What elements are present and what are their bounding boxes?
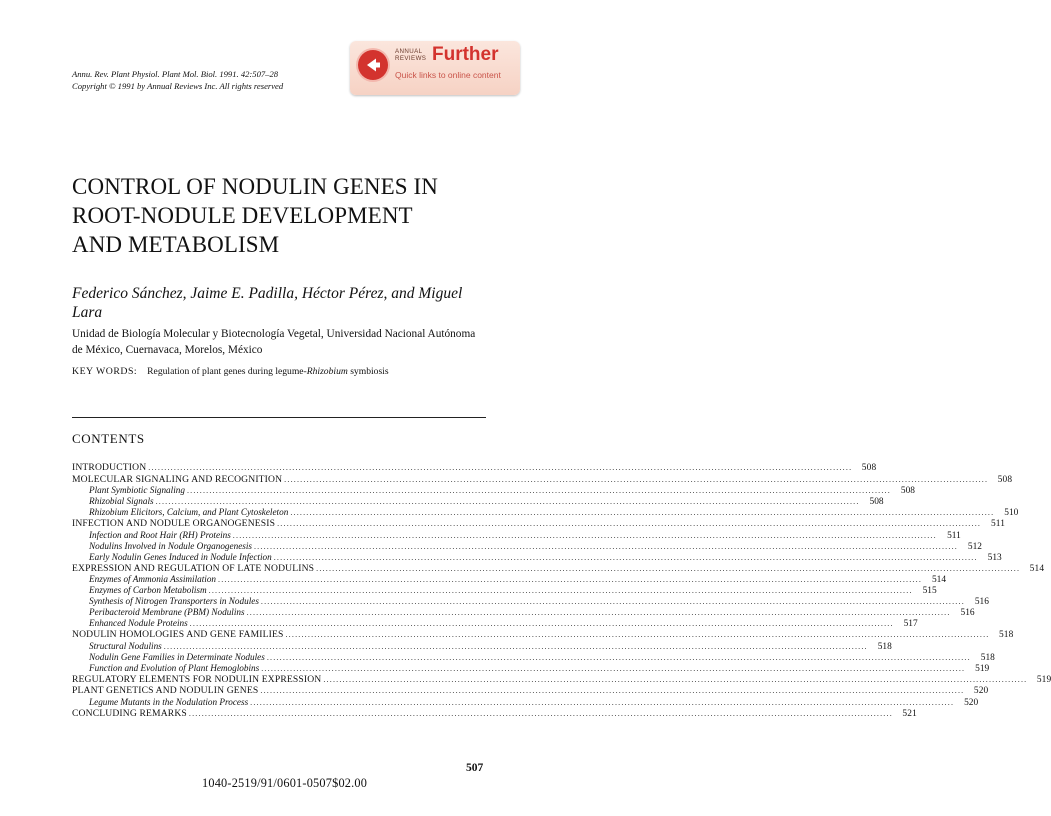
toc-entry-page: 519 — [975, 663, 990, 674]
toc-leader-dots: ............................................................................................................................................................................................................................ — [250, 697, 955, 707]
title-line: CONTROL OF NODULIN GENES IN — [72, 174, 438, 199]
page-number: 507 — [466, 762, 484, 774]
toc-entry-title: Enzymes of Carbon Metabolism — [89, 585, 207, 595]
toc-entry-page: 508 — [900, 486, 915, 496]
toc-entry-title: Synthesis of Nitrogen Transporters in Nodules — [89, 596, 259, 606]
keywords-text: Regulation of plant genes during legume- — [147, 366, 307, 377]
toc-entry-title: Function and Evolution of Plant Hemoglobins — [89, 662, 260, 673]
toc-leader-dots: ............................................................................................................................................................................................................................ — [290, 508, 995, 517]
toc-entry-page: 508 — [861, 463, 877, 473]
toc-entry-page: 514 — [1029, 563, 1045, 574]
toc-entry-page: 518 — [998, 630, 1014, 640]
toc-entry-title: INFECTION AND NODULE ORGANOGENESIS — [72, 518, 276, 529]
toc-leader-dots: ............................................................................................................................................................................................................................ — [163, 641, 868, 651]
toc-entry-title: Nodulins Involved in Nodule Organogenesis — [89, 540, 252, 551]
toc-entry[interactable] — [72, 529, 961, 541]
toc-entry-page: 516 — [974, 597, 989, 607]
toc-leader-dots: ............................................................................................................................................................................................................................ — [261, 663, 966, 673]
toc-leader-dots: ............................................................................................................................................................................................................................ — [266, 652, 971, 662]
toc-leader-dots: ............................................................................................................................................................................................................................ — [189, 619, 894, 628]
toc-entry-title: Early Nodulin Genes Induced in Nodule Infection — [89, 551, 272, 562]
back-arrow-icon — [358, 50, 388, 80]
toc-entry[interactable] — [72, 540, 982, 552]
toc-leader-dots: ............................................................................................................................................................................................................................ — [284, 474, 989, 484]
title-line: AND METABOLISM — [72, 232, 280, 257]
toc-entry-title: MOLECULAR SIGNALING AND RECOGNITION — [72, 473, 283, 485]
toc-entry[interactable] — [72, 596, 989, 607]
toc-entry[interactable] — [72, 551, 1002, 563]
toc-entry-title: NODULIN HOMOLOGIES AND GENE FAMILIES — [72, 629, 284, 640]
toc-leader-dots: ............................................................................................................................................................................................................................ — [316, 563, 1021, 573]
badge-annual-label: ANNUAL — [395, 48, 423, 55]
toc-leader-dots: ............................................................................................................................................................................................................................ — [218, 575, 923, 584]
keywords-text-end: symbiosis — [347, 366, 389, 377]
toc-entry[interactable] — [72, 462, 877, 474]
citation-line-1: Annu. Rev. Plant Physiol. Plant Mol. Biol. 1991. 42:507–28 — [72, 69, 279, 79]
toc-entry-title: Infection and Root Hair (RH) Proteins — [89, 529, 231, 540]
toc-entry-page: 510 — [1004, 508, 1019, 518]
badge-further-label: Further — [432, 44, 499, 65]
toc-leader-dots: ............................................................................................................................................................................................................................ — [246, 608, 951, 617]
annual-reviews-further-badge[interactable] — [350, 41, 520, 95]
toc-entry[interactable] — [72, 696, 979, 708]
toc-leader-dots: ............................................................................................................................................................................................................................ — [277, 519, 982, 528]
badge-tagline: Quick links to online content — [395, 70, 501, 80]
keywords — [72, 365, 389, 378]
article-title — [72, 172, 438, 259]
toc-leader-dots: ............................................................................................................................................................................................................................ — [208, 586, 913, 595]
toc-entry-page: 508 — [869, 497, 884, 507]
toc-entry[interactable] — [72, 562, 1045, 575]
toc-entry-page: 515 — [922, 586, 937, 596]
toc-entry-title: CONCLUDING REMARKS — [72, 707, 187, 719]
toc-entry[interactable] — [72, 518, 1006, 530]
journal-citation — [72, 68, 283, 92]
toc-entry-title: Enzymes of Ammonia Assimilation — [89, 574, 217, 584]
toc-entry-page: 512 — [967, 541, 982, 552]
toc-entry[interactable] — [72, 640, 892, 652]
toc-entry-page: 511 — [947, 530, 961, 541]
toc-entry-page: 520 — [964, 697, 979, 708]
citation-line-2: Copyright © 1991 by Annual Reviews Inc. All rights reserved — [72, 81, 284, 91]
toc-leader-dots: ............................................................................................................................................................................................................................ — [253, 541, 958, 551]
toc-leader-dots: ............................................................................................................................................................................................................................ — [273, 552, 978, 562]
toc-entry[interactable] — [72, 618, 918, 629]
toc-entry-title: Peribacteroid Membrane (PBM) Nodulins — [89, 607, 245, 617]
toc-entry-title: Nodulin Gene Families in Determinate Nodules — [89, 651, 265, 662]
toc-entry[interactable] — [72, 485, 915, 496]
contents-heading: CONTENTS — [72, 431, 145, 446]
toc-entry[interactable] — [72, 662, 990, 674]
toc-entry-page: 520 — [973, 686, 989, 696]
keywords-italic-term: Rhizobium — [306, 366, 348, 377]
toc-entry[interactable] — [72, 496, 884, 507]
toc-leader-dots: ............................................................................................................................................................................................................................ — [285, 630, 990, 639]
toc-entry-page: 521 — [902, 708, 917, 719]
toc-leader-dots: ............................................................................................................................................................................................................................ — [148, 463, 853, 472]
keywords-label: KEY WORDS: — [72, 366, 138, 377]
toc-entry[interactable] — [72, 673, 1051, 686]
toc-leader-dots: ............................................................................................................................................................................................................................ — [260, 597, 965, 606]
toc-entry[interactable] — [72, 607, 975, 618]
toc-entry[interactable] — [72, 585, 937, 596]
toc-entry-title: PLANT GENETICS AND NODULIN GENES — [72, 685, 259, 696]
toc-leader-dots: ............................................................................................................................................................................................................................ — [186, 486, 891, 495]
toc-entry[interactable] — [72, 507, 1019, 518]
toc-entry[interactable] — [72, 629, 1014, 641]
toc-leader-dots: ............................................................................................................................................................................................................................ — [323, 674, 1028, 684]
toc-entry-title: Legume Mutants in the Nodulation Process — [89, 696, 249, 707]
author-affiliation: Unidad de Biología Molecular y Biotecnología Vegetal, Universidad Nacional Autónoma de México, Cuernavaca, Morelos, México — [72, 328, 476, 356]
toc-entry-page: 516 — [960, 608, 975, 618]
toc-entry-page: 508 — [997, 474, 1013, 485]
badge-reviews-label: REVIEWS — [395, 55, 427, 62]
toc-leader-dots: ............................................................................................................................................................................................................................ — [232, 530, 937, 540]
toc-leader-dots: ............................................................................................................................................................................................................................ — [155, 497, 860, 506]
article-authors: Federico Sánchez, Jaime E. Padilla, Héctor Pérez, and Miguel Lara — [72, 285, 463, 321]
toc-entry-page: 511 — [990, 519, 1006, 529]
toc-entry-title: Plant Symbiotic Signaling — [89, 485, 185, 495]
toc-entry-page: 513 — [987, 552, 1002, 563]
toc-entry-page: 518 — [980, 652, 995, 663]
toc-entry-page: 518 — [877, 641, 892, 652]
toc-entry-page: 517 — [903, 619, 918, 629]
toc-entry[interactable] — [72, 574, 947, 585]
toc-entry-title: INTRODUCTION — [72, 462, 147, 473]
toc-leader-dots: ............................................................................................................................................................................................................................ — [260, 686, 965, 695]
title-line: ROOT-NODULE DEVELOPMENT — [72, 203, 413, 228]
section-divider — [72, 417, 486, 418]
toc-entry[interactable] — [72, 685, 989, 697]
toc-entry-title: Structural Nodulins — [89, 640, 162, 651]
toc-entry[interactable] — [72, 651, 995, 663]
toc-entry[interactable] — [72, 707, 917, 720]
toc-entry-title: EXPRESSION AND REGULATION OF LATE NODULINS — [72, 562, 315, 574]
toc-leader-dots: ............................................................................................................................................................................................................................ — [188, 708, 893, 718]
toc-entry-title: Rhizobial Signals — [89, 496, 154, 506]
toc-entry-title: Enhanced Nodule Proteins — [89, 618, 188, 628]
price-code: 1040-2519/91/0601-0507$02.00 — [202, 776, 368, 790]
toc-entry-page: 514 — [931, 575, 947, 585]
toc-entry-title: Rhizobium Elicitors, Calcium, and Plant Cytoskeleton — [89, 507, 289, 517]
table-of-contents — [72, 462, 1051, 719]
toc-entry-title: REGULATORY ELEMENTS FOR NODULIN EXPRESSION — [72, 673, 322, 685]
toc-entry[interactable] — [72, 473, 1013, 486]
toc-entry-page: 519 — [1036, 674, 1051, 685]
